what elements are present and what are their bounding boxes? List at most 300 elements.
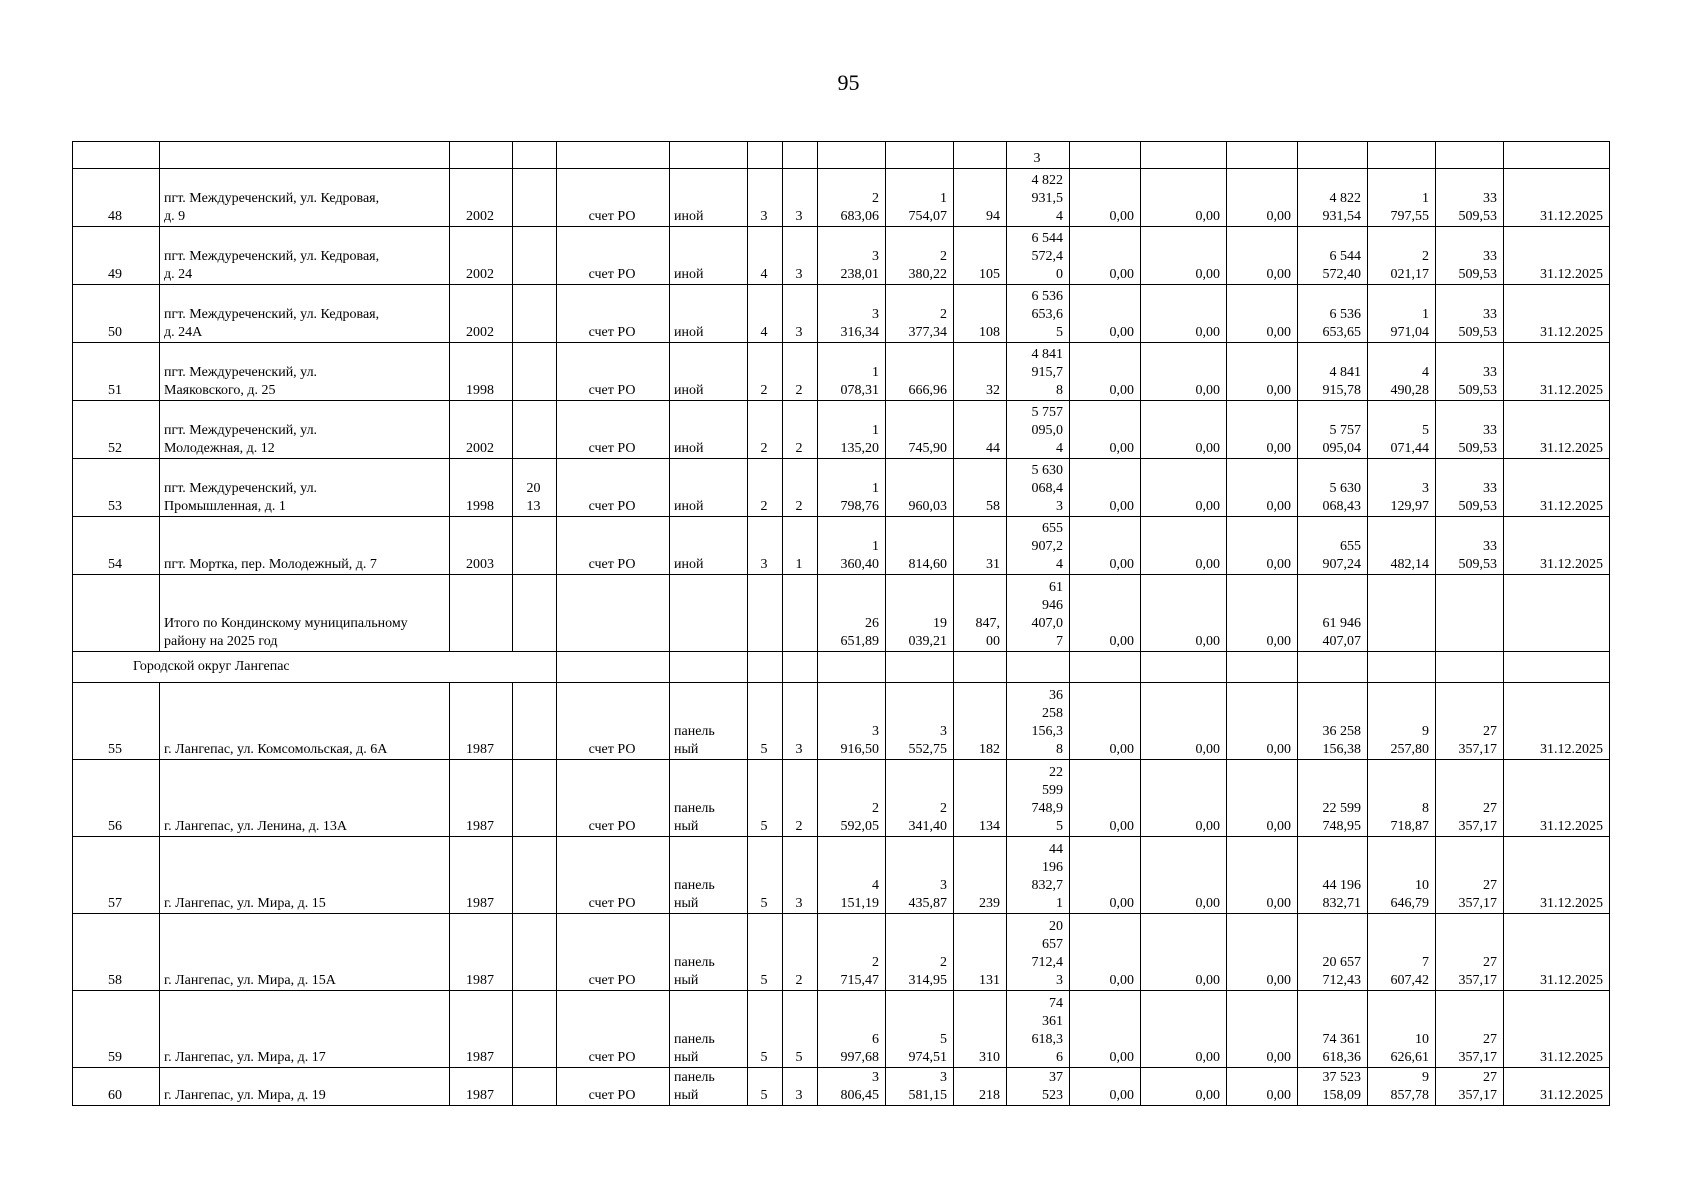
cell (513, 142, 557, 169)
reconstruction-year-cell (513, 169, 557, 227)
reconstruction-year-cell (513, 343, 557, 401)
unit-cost-cell: 8 718,87 (1368, 760, 1436, 837)
build-year-cell: 2003 (450, 517, 513, 575)
floors-cell: 5 (748, 1068, 783, 1106)
reconstruction-year-cell (513, 517, 557, 575)
fund-federal-cell: 0,00 (1070, 517, 1141, 575)
fund-regional-cell: 0,00 (1141, 459, 1227, 517)
repair-cost-cell: 4 822 931,5 4 (1007, 169, 1070, 227)
wall-material-cell: панель ный (670, 991, 748, 1068)
fund-local-cell: 0,00 (1227, 760, 1298, 837)
fund-local-cell: 0,00 (1227, 343, 1298, 401)
build-year-cell: 1987 (450, 991, 513, 1068)
wall-material-cell: иной (670, 285, 748, 343)
total-area-cell: 3 806,45 (818, 1068, 886, 1106)
unit-cost-cell: 9 857,78 (1368, 1068, 1436, 1106)
total-area-cell: 3 916,50 (818, 683, 886, 760)
build-year-cell: 1998 (450, 459, 513, 517)
completion-date-cell: 31.12.2025 (1504, 459, 1610, 517)
cell (1141, 142, 1227, 169)
row-number-cell: 52 (73, 401, 160, 459)
owners-funds-cell: 5 630 068,43 (1298, 459, 1368, 517)
row-number-cell: 56 (73, 760, 160, 837)
fund-federal-cell: 0,00 (1070, 285, 1141, 343)
cell (450, 142, 513, 169)
total-area-cell: 6 997,68 (818, 991, 886, 1068)
address-cell: пгт. Междуреченский, ул. Промышленная, д. 1 (160, 459, 450, 517)
total-label: Итого по Кондинскому муниципальному району на 2025 год (160, 575, 450, 652)
total-area-cell: 1 135,20 (818, 401, 886, 459)
owners-funds-cell: 20 657 712,43 (1298, 914, 1368, 991)
repair-cost-cell: 44 196 832,7 1 (1007, 837, 1070, 914)
fund-account-cell: счет РО (557, 169, 670, 227)
table-row (73, 914, 1610, 991)
limit-cost-cell: 33 509,53 (1436, 227, 1504, 285)
fund-account-cell: счет РО (557, 459, 670, 517)
cell (1504, 142, 1610, 169)
fund-regional-cell: 0,00 (1141, 991, 1227, 1068)
limit-cost-cell: 27 357,17 (1436, 914, 1504, 991)
living-area-cell: 3 435,87 (886, 837, 954, 914)
build-year-cell: 1987 (450, 1068, 513, 1106)
cell (73, 142, 160, 169)
limit-cost-cell: 27 357,17 (1436, 1068, 1504, 1106)
owners-funds-cell: 37 523 158,09 (1298, 1068, 1368, 1106)
total-area-cell: 2 592,05 (818, 760, 886, 837)
entrances-cell: 2 (783, 459, 818, 517)
cell (1227, 652, 1298, 683)
total-owners-funds: 61 946 407,07 (1298, 575, 1368, 652)
fund-federal-cell: 0,00 (1070, 683, 1141, 760)
repair-cost-cell: 5 757 095,0 4 (1007, 401, 1070, 459)
living-area-cell: 666,96 (886, 343, 954, 401)
living-area-cell: 1 754,07 (886, 169, 954, 227)
build-year-cell: 2002 (450, 401, 513, 459)
fund-account-cell: счет РО (557, 991, 670, 1068)
limit-cost-cell: 33 509,53 (1436, 169, 1504, 227)
living-area-cell: 3 552,75 (886, 683, 954, 760)
fund-local-cell: 0,00 (1227, 169, 1298, 227)
cell (1298, 142, 1368, 169)
row-number-cell: 51 (73, 343, 160, 401)
unit-cost-cell: 4 490,28 (1368, 343, 1436, 401)
address-cell: г. Лангепас, ул. Мира, д. 19 (160, 1068, 450, 1106)
wall-material-cell: панель ный (670, 914, 748, 991)
cell (818, 652, 886, 683)
fund-regional-cell: 0,00 (1141, 837, 1227, 914)
fund-local-cell: 0,00 (1227, 459, 1298, 517)
cell (954, 142, 1007, 169)
fund-account-cell: счет РО (557, 285, 670, 343)
owners-funds-cell: 74 361 618,36 (1298, 991, 1368, 1068)
fund-federal-cell: 0,00 (1070, 1068, 1141, 1106)
floors-cell: 2 (748, 401, 783, 459)
fund-regional-cell: 0,00 (1141, 227, 1227, 285)
wall-material-cell: иной (670, 227, 748, 285)
living-area-cell: 2 314,95 (886, 914, 954, 991)
repair-cost-cell: 74 361 618,3 6 (1007, 991, 1070, 1068)
repair-cost-cell: 22 599 748,9 5 (1007, 760, 1070, 837)
fund-local-cell: 0,00 (1227, 285, 1298, 343)
cell (818, 142, 886, 169)
reconstruction-year-cell (513, 683, 557, 760)
address-cell: г. Лангепас, ул. Мира, д. 17 (160, 991, 450, 1068)
owners-funds-cell: 4 841 915,78 (1298, 343, 1368, 401)
section-row (73, 652, 1610, 683)
wall-material-cell: иной (670, 401, 748, 459)
cell (1368, 652, 1436, 683)
reconstruction-year-cell (513, 991, 557, 1068)
fund-federal-cell: 0,00 (1070, 991, 1141, 1068)
cell (748, 575, 783, 652)
floors-cell: 3 (748, 517, 783, 575)
table-row (73, 401, 1610, 459)
reconstruction-year-cell (513, 285, 557, 343)
completion-date-cell: 31.12.2025 (1504, 760, 1610, 837)
address-cell: пгт. Мортка, пер. Молодежный, д. 7 (160, 517, 450, 575)
unit-cost-cell: 7 607,42 (1368, 914, 1436, 991)
capital-repair-table (72, 141, 1610, 1106)
fund-regional-cell: 0,00 (1141, 285, 1227, 343)
total-area-cell: 1 078,31 (818, 343, 886, 401)
repair-cost-cell: 5 630 068,4 3 (1007, 459, 1070, 517)
total-row (73, 575, 1610, 652)
owners-funds-cell: 655 907,24 (1298, 517, 1368, 575)
fund-regional-cell: 0,00 (1141, 1068, 1227, 1106)
unit-cost-cell: 2 021,17 (1368, 227, 1436, 285)
fund-regional-cell: 0,00 (1141, 169, 1227, 227)
floors-cell: 5 (748, 683, 783, 760)
row-number-cell: 53 (73, 459, 160, 517)
page-number: 95 (837, 70, 860, 95)
fund-federal-cell: 0,00 (1070, 459, 1141, 517)
fund-regional-cell: 0,00 (1141, 914, 1227, 991)
table-row (73, 169, 1610, 227)
fund-federal-cell: 0,00 (1070, 837, 1141, 914)
build-year-cell: 2002 (450, 169, 513, 227)
reconstruction-year-cell (513, 1068, 557, 1106)
repair-cost-cell: 36 258 156,3 8 (1007, 683, 1070, 760)
cell (1504, 652, 1610, 683)
limit-cost-cell: 33 509,53 (1436, 285, 1504, 343)
table-row (73, 285, 1610, 343)
wall-material-cell: иной (670, 343, 748, 401)
fund-local-cell: 0,00 (1227, 837, 1298, 914)
owners-funds-cell: 4 822 931,54 (1298, 169, 1368, 227)
completion-date-cell: 31.12.2025 (1504, 683, 1610, 760)
entrances-cell: 1 (783, 517, 818, 575)
cell (450, 575, 513, 652)
total-fund-federal: 0,00 (1070, 575, 1141, 652)
owners-funds-cell: 6 544 572,40 (1298, 227, 1368, 285)
completion-date-cell: 31.12.2025 (1504, 991, 1610, 1068)
total-area-cell: 2 683,06 (818, 169, 886, 227)
table-row (73, 683, 1610, 760)
residents-cell: 58 (954, 459, 1007, 517)
floors-cell: 5 (748, 837, 783, 914)
floors-cell: 2 (748, 459, 783, 517)
wall-material-cell: иной (670, 459, 748, 517)
owners-funds-cell: 5 757 095,04 (1298, 401, 1368, 459)
table-row (73, 1068, 1610, 1106)
reconstruction-year-cell (513, 914, 557, 991)
table-row (73, 837, 1610, 914)
wall-material-cell: иной (670, 517, 748, 575)
cell (73, 575, 160, 652)
total-area-cell: 26 651,89 (818, 575, 886, 652)
fund-local-cell: 0,00 (1227, 991, 1298, 1068)
address-cell: г. Лангепас, ул. Комсомольская, д. 6А (160, 683, 450, 760)
fund-federal-cell: 0,00 (1070, 401, 1141, 459)
living-area-cell: 5 974,51 (886, 991, 954, 1068)
entrances-cell: 2 (783, 914, 818, 991)
cell (1436, 575, 1504, 652)
row-number-cell: 60 (73, 1068, 160, 1106)
cell (1070, 142, 1141, 169)
floors-cell: 2 (748, 343, 783, 401)
living-area-cell: 2 380,22 (886, 227, 954, 285)
residents-cell: 218 (954, 1068, 1007, 1106)
fund-local-cell: 0,00 (1227, 914, 1298, 991)
table-row (73, 459, 1610, 517)
cell (670, 142, 748, 169)
fund-account-cell: счет РО (557, 914, 670, 991)
cell (783, 575, 818, 652)
fund-federal-cell: 0,00 (1070, 169, 1141, 227)
build-year-cell: 2002 (450, 285, 513, 343)
completion-date-cell: 31.12.2025 (1504, 343, 1610, 401)
unit-cost-cell: 482,14 (1368, 517, 1436, 575)
total-area-cell: 3 238,01 (818, 227, 886, 285)
residents-cell: 108 (954, 285, 1007, 343)
fund-regional-cell: 0,00 (1141, 401, 1227, 459)
cell (1007, 652, 1070, 683)
unit-cost-cell: 1 971,04 (1368, 285, 1436, 343)
entrances-cell: 3 (783, 169, 818, 227)
row-number-cell: 48 (73, 169, 160, 227)
reconstruction-year-cell (513, 837, 557, 914)
cell (1298, 652, 1368, 683)
repair-cost-cell: 6 536 653,6 5 (1007, 285, 1070, 343)
reconstruction-year-cell (513, 227, 557, 285)
continuation-cell: 3 (1007, 142, 1070, 169)
cell (783, 142, 818, 169)
reconstruction-year-cell (513, 760, 557, 837)
residents-cell: 182 (954, 683, 1007, 760)
row-number-cell: 57 (73, 837, 160, 914)
floors-cell: 5 (748, 760, 783, 837)
wall-material-cell: иной (670, 169, 748, 227)
owners-funds-cell: 36 258 156,38 (1298, 683, 1368, 760)
row-number-cell: 55 (73, 683, 160, 760)
living-area-cell: 2 341,40 (886, 760, 954, 837)
fund-local-cell: 0,00 (1227, 517, 1298, 575)
living-area-cell: 960,03 (886, 459, 954, 517)
cell (1504, 575, 1610, 652)
floors-cell: 4 (748, 227, 783, 285)
entrances-cell: 3 (783, 683, 818, 760)
fund-local-cell: 0,00 (1227, 227, 1298, 285)
cell (1436, 142, 1504, 169)
table-row (73, 991, 1610, 1068)
build-year-cell: 1987 (450, 914, 513, 991)
fund-account-cell: счет РО (557, 760, 670, 837)
owners-funds-cell: 6 536 653,65 (1298, 285, 1368, 343)
table-row (73, 343, 1610, 401)
table-body (73, 142, 1610, 1106)
fund-account-cell: счет РО (557, 837, 670, 914)
unit-cost-cell: 3 129,97 (1368, 459, 1436, 517)
entrances-cell: 3 (783, 227, 818, 285)
total-area-cell: 1 360,40 (818, 517, 886, 575)
fund-regional-cell: 0,00 (1141, 343, 1227, 401)
entrances-cell: 2 (783, 401, 818, 459)
cell (886, 652, 954, 683)
completion-date-cell: 31.12.2025 (1504, 227, 1610, 285)
fund-federal-cell: 0,00 (1070, 227, 1141, 285)
build-year-cell: 1998 (450, 343, 513, 401)
completion-date-cell: 31.12.2025 (1504, 285, 1610, 343)
limit-cost-cell: 33 509,53 (1436, 517, 1504, 575)
reconstruction-year-cell: 20 13 (513, 459, 557, 517)
cell (1368, 575, 1436, 652)
limit-cost-cell: 27 357,17 (1436, 760, 1504, 837)
cell (1070, 652, 1141, 683)
residents-cell: 32 (954, 343, 1007, 401)
completion-date-cell: 31.12.2025 (1504, 169, 1610, 227)
residents-cell: 31 (954, 517, 1007, 575)
fund-local-cell: 0,00 (1227, 1068, 1298, 1106)
fund-regional-cell: 0,00 (1141, 517, 1227, 575)
cell (1368, 142, 1436, 169)
limit-cost-cell: 27 357,17 (1436, 991, 1504, 1068)
completion-date-cell: 31.12.2025 (1504, 517, 1610, 575)
wall-material-cell: панель ный (670, 683, 748, 760)
fund-federal-cell: 0,00 (1070, 343, 1141, 401)
address-cell: г. Лангепас, ул. Ленина, д. 13А (160, 760, 450, 837)
unit-cost-cell: 10 626,61 (1368, 991, 1436, 1068)
build-year-cell: 1987 (450, 760, 513, 837)
residents-cell: 94 (954, 169, 1007, 227)
entrances-cell: 2 (783, 343, 818, 401)
completion-date-cell: 31.12.2025 (1504, 837, 1610, 914)
fund-account-cell: счет РО (557, 517, 670, 575)
fund-regional-cell: 0,00 (1141, 683, 1227, 760)
cell (1227, 142, 1298, 169)
cell (783, 652, 818, 683)
wall-material-cell: панель ный (670, 760, 748, 837)
row-number-cell: 59 (73, 991, 160, 1068)
table-row (73, 227, 1610, 285)
address-cell: г. Лангепас, ул. Мира, д. 15А (160, 914, 450, 991)
address-cell: пгт. Междуреченский, ул. Маяковского, д. 25 (160, 343, 450, 401)
residents-cell: 134 (954, 760, 1007, 837)
repair-cost-cell: 37 523 (1007, 1068, 1070, 1106)
repair-cost-cell: 20 657 712,4 3 (1007, 914, 1070, 991)
row-number-cell: 54 (73, 517, 160, 575)
row-number-cell: 50 (73, 285, 160, 343)
fund-account-cell: счет РО (557, 343, 670, 401)
row-number-cell: 58 (73, 914, 160, 991)
limit-cost-cell: 27 357,17 (1436, 837, 1504, 914)
unit-cost-cell: 5 071,44 (1368, 401, 1436, 459)
floors-cell: 5 (748, 991, 783, 1068)
fund-local-cell: 0,00 (1227, 401, 1298, 459)
fund-account-cell: счет РО (557, 227, 670, 285)
total-area-cell: 1 798,76 (818, 459, 886, 517)
build-year-cell: 2002 (450, 227, 513, 285)
total-fund-regional: 0,00 (1141, 575, 1227, 652)
living-area-cell: 745,90 (886, 401, 954, 459)
entrances-cell: 2 (783, 760, 818, 837)
floors-cell: 5 (748, 914, 783, 991)
cell (160, 142, 450, 169)
cell (748, 142, 783, 169)
cell (513, 575, 557, 652)
cell (670, 575, 748, 652)
address-cell: пгт. Междуреченский, ул. Кедровая, д. 24А (160, 285, 450, 343)
address-cell: пгт. Междуреченский, ул. Молодежная, д. 12 (160, 401, 450, 459)
repair-cost-cell: 6 544 572,4 0 (1007, 227, 1070, 285)
limit-cost-cell: 33 509,53 (1436, 401, 1504, 459)
entrances-cell: 3 (783, 1068, 818, 1106)
build-year-cell: 1987 (450, 683, 513, 760)
total-living-cell: 19 039,21 (886, 575, 954, 652)
fund-account-cell: счет РО (557, 683, 670, 760)
total-area-cell: 4 151,19 (818, 837, 886, 914)
entrances-cell: 3 (783, 837, 818, 914)
residents-cell: 105 (954, 227, 1007, 285)
wall-material-cell: панель ный (670, 837, 748, 914)
address-cell: г. Лангепас, ул. Мира, д. 15 (160, 837, 450, 914)
section-header: Городской округ Лангепас (73, 652, 557, 683)
limit-cost-cell: 33 509,53 (1436, 459, 1504, 517)
total-area-cell: 3 316,34 (818, 285, 886, 343)
cell (748, 652, 783, 683)
entrances-cell: 3 (783, 285, 818, 343)
cell (557, 142, 670, 169)
fund-federal-cell: 0,00 (1070, 760, 1141, 837)
limit-cost-cell: 33 509,53 (1436, 343, 1504, 401)
table-row (73, 760, 1610, 837)
cell (1141, 652, 1227, 683)
cell (886, 142, 954, 169)
unit-cost-cell: 9 257,80 (1368, 683, 1436, 760)
cell (670, 652, 748, 683)
row-number-cell: 49 (73, 227, 160, 285)
cell (954, 652, 1007, 683)
reconstruction-year-cell (513, 401, 557, 459)
completion-date-cell: 31.12.2025 (1504, 1068, 1610, 1106)
entrances-cell: 5 (783, 991, 818, 1068)
table-row (73, 517, 1610, 575)
living-area-cell: 3 581,15 (886, 1068, 954, 1106)
total-residents-cell: 847, 00 (954, 575, 1007, 652)
wall-material-cell: панель ный (670, 1068, 748, 1106)
living-area-cell: 814,60 (886, 517, 954, 575)
owners-funds-cell: 44 196 832,71 (1298, 837, 1368, 914)
floors-cell: 3 (748, 169, 783, 227)
cell (557, 652, 670, 683)
completion-date-cell: 31.12.2025 (1504, 401, 1610, 459)
repair-cost-cell: 4 841 915,7 8 (1007, 343, 1070, 401)
fund-local-cell: 0,00 (1227, 683, 1298, 760)
build-year-cell: 1987 (450, 837, 513, 914)
fund-federal-cell: 0,00 (1070, 914, 1141, 991)
address-cell: пгт. Междуреченский, ул. Кедровая, д. 9 (160, 169, 450, 227)
cell (557, 575, 670, 652)
address-cell: пгт. Междуреченский, ул. Кедровая, д. 24 (160, 227, 450, 285)
